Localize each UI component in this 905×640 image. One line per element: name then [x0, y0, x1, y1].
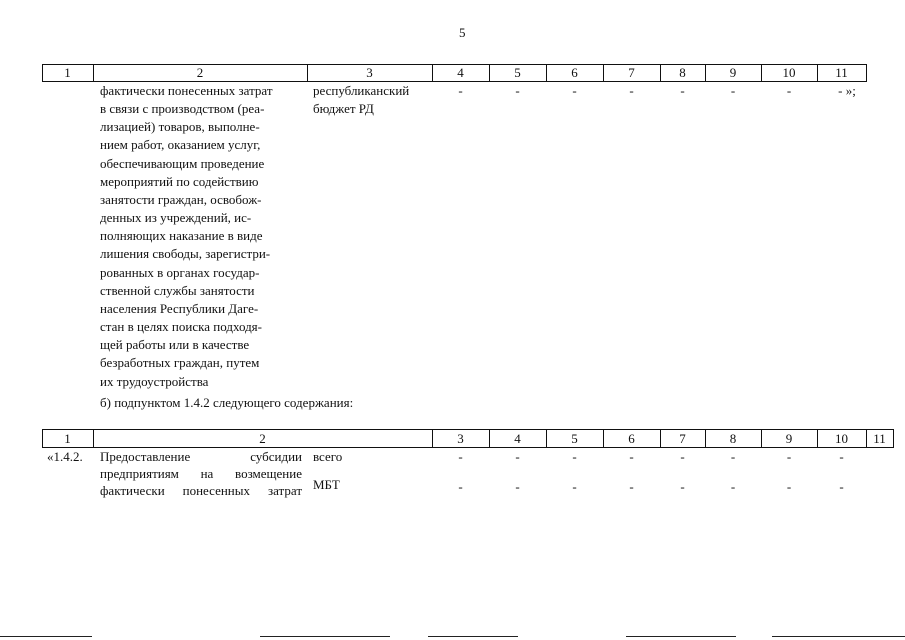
table-2-value-cell: - [572, 479, 577, 494]
table-2-value-cell: - [629, 449, 634, 464]
table-1-header-cell: 5 [514, 65, 521, 80]
table-2-value-cell: - [786, 479, 792, 494]
table-2-value-cell: - [730, 479, 736, 494]
table-1-value-cell: - [786, 83, 792, 98]
description-line: ственной службы занятости [100, 282, 255, 298]
funding-source-mbt: МБТ [313, 477, 340, 492]
table-2-description [100, 448, 302, 499]
description-line: щей работы или в качестве [100, 337, 250, 353]
table-1-value-cell: - [458, 83, 463, 98]
table-2-header-cell: 11 [873, 431, 886, 446]
description-line: денных из учреждений, ис- [100, 210, 252, 226]
description-line: предприятиям на возмещение [100, 466, 302, 481]
table-2-header-cell: 6 [628, 431, 635, 446]
table-1-header-cell: 1 [64, 65, 71, 80]
scan-edge-line [626, 636, 736, 637]
table-2-header-cell: 9 [785, 431, 793, 446]
table-2-col-divider [893, 429, 894, 448]
table-1-header-cell: 2 [196, 65, 204, 80]
table-2-value-cell: - [572, 449, 577, 464]
description-line: лизацией) товаров, выполне- [100, 119, 260, 135]
table-2-value-cell: - [458, 479, 463, 494]
description-line: в связи с производством (реа- [100, 101, 265, 117]
table-1-value-cell: - [680, 83, 685, 98]
description-word: субсидии [250, 449, 302, 464]
description-line: населения Республики Даге- [100, 300, 259, 316]
table-2-header-cell: 10 [835, 431, 848, 446]
table-2-value-cell: - [730, 449, 736, 464]
table-2-header-cell: 7 [679, 431, 686, 446]
description-line: лишения свободы, зарегистри- [100, 246, 271, 262]
description-line: обеспечивающим проведение [100, 155, 265, 171]
description-word: Предоставление [100, 449, 191, 464]
table-1-value-cell: - [515, 83, 520, 98]
description-line: мероприятий по содействию [100, 173, 259, 189]
description-line [100, 448, 302, 465]
table-2-value-cell: - [515, 479, 520, 494]
funding-source-total: всего [313, 449, 343, 464]
table-2-value-cell: - [458, 449, 463, 464]
funding-source-line: республиканский [313, 83, 410, 98]
table-2-value-cell: - [680, 479, 685, 494]
table-1-header-cell: 6 [571, 65, 578, 80]
table-2-header-cell: 8 [729, 431, 737, 446]
table-1-description [100, 82, 302, 391]
table-1-header-cell: 7 [628, 65, 635, 80]
table-2-header-cell: 2 [259, 431, 266, 446]
description-line: стан в целях поиска подходя- [100, 319, 262, 335]
table-1-header-cell: 3 [366, 65, 373, 80]
table-2-header-cell: 5 [571, 431, 578, 446]
table-1-header-cell: 9 [729, 65, 737, 80]
description-line: безработных граждан, путем [100, 355, 260, 371]
description-line: нием работ, оказанием услуг, [100, 137, 261, 153]
description-line: фактически понесенных затрат [100, 483, 302, 498]
table-2-value-cell: - [839, 479, 844, 494]
description-line: рованных в органах государ- [100, 264, 260, 280]
description-line: фактически понесенных затрат [100, 83, 273, 98]
table-1-header-cell: 11 [835, 65, 848, 80]
table-1-header-cell: 4 [457, 65, 464, 80]
table-2-header-cell: 3 [457, 431, 464, 446]
table-1-value-cell: - [629, 83, 634, 98]
description-line: полняющих наказание в виде [100, 228, 263, 244]
table-1-value-cell: - [572, 83, 577, 98]
table-1-header-cell: 8 [679, 65, 686, 80]
table-2-value-cell: - [839, 449, 844, 464]
item-number: «1.4.2. [47, 449, 83, 464]
scan-edge-line [772, 636, 905, 637]
table-1-col-divider [866, 64, 867, 82]
description-line: их трудоустройства [100, 373, 209, 389]
table-2-value-cell: - [629, 479, 634, 494]
table-2-value-cell: - [680, 449, 685, 464]
table-1-header-cell: 10 [782, 65, 796, 80]
table-1-value-cell: - [730, 83, 736, 98]
funding-source-line: бюджет РД [313, 101, 374, 116]
table-2-header-cell: 1 [64, 431, 71, 446]
amendment-paragraph: б) подпунктом 1.4.2 следующего содержания: [100, 395, 354, 410]
scan-edge-line [428, 636, 518, 637]
table-1-value-cell: - »; [838, 83, 856, 98]
scan-edge-line [0, 636, 92, 637]
description-line: занятости граждан, освобож- [100, 191, 262, 207]
scan-edge-line [260, 636, 390, 637]
table-2-value-cell: - [786, 449, 792, 464]
table-1-funding-source [313, 82, 438, 118]
table-2-value-cell: - [515, 449, 520, 464]
page-number: 5 [459, 25, 466, 40]
table-2-header-cell: 4 [514, 431, 521, 446]
